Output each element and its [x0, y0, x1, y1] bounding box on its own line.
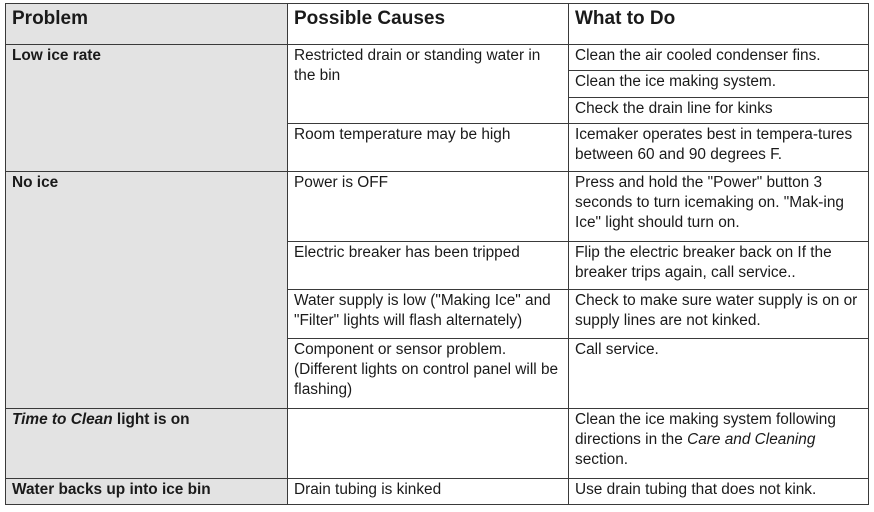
header-problem: Problem [6, 4, 288, 45]
action-clean-following-directions [569, 408, 869, 478]
cause-water-supply-low: Water supply is low ("Making Ice" and "Filter" lights will flash alternately) [288, 290, 569, 338]
time-to-clean-emphasis: Time to Clean [12, 410, 113, 428]
time-to-clean-rest: light is on [112, 410, 190, 428]
action-clean-condenser-fins: Clean the air cooled condenser fins. [569, 45, 869, 71]
table-row [6, 45, 869, 71]
cause-empty [288, 408, 569, 478]
problem-low-ice-rate: Low ice rate [6, 45, 288, 172]
cause-room-temperature: Room temperature may be high [288, 123, 569, 171]
action-check-drain-line: Check the drain line for kinks [569, 97, 869, 123]
cause-restricted-drain: Restricted drain or standing water in the bin [288, 45, 569, 124]
problem-no-ice: No ice [6, 172, 288, 409]
clean-directions-suffix: section. [575, 450, 629, 468]
action-call-service: Call service. [569, 338, 869, 408]
action-check-water-supply: Check to make sure water supply is on or supply lines are not kinked. [569, 290, 869, 338]
header-possible-causes: Possible Causes [288, 4, 569, 45]
action-flip-breaker: Flip the electric breaker back on If the breaker trips again, call service.. [569, 242, 869, 290]
problem-time-to-clean [6, 408, 288, 478]
care-and-cleaning-reference: Care and Cleaning [687, 430, 816, 448]
table-row [6, 408, 869, 478]
cause-breaker-tripped: Electric breaker has been tripped [288, 242, 569, 290]
header-row [6, 4, 869, 45]
cause-component-sensor-problem: Component or sensor problem. (Different lights on control panel will be flashing) [288, 338, 569, 408]
problem-water-backs-up: Water backs up into ice bin [6, 478, 288, 504]
troubleshooting-table [5, 3, 869, 505]
cause-drain-tubing-kinked: Drain tubing is kinked [288, 478, 569, 504]
cause-power-off: Power is OFF [288, 172, 569, 242]
action-operating-temperatures: Icemaker operates best in tempera-tures between 60 and 90 degrees F. [569, 123, 869, 171]
table-row [6, 172, 869, 242]
action-press-power-button: Press and hold the "Power" button 3 seconds to turn icemaking on. "Mak-ing Ice" light should turn on. [569, 172, 869, 242]
table-row [6, 478, 869, 504]
header-what-to-do: What to Do [569, 4, 869, 45]
action-clean-ice-making-system: Clean the ice making system. [569, 71, 869, 97]
action-use-drain-tubing: Use drain tubing that does not kink. [569, 478, 869, 504]
clean-directions-text: Clean the ice making system following directions in the [575, 410, 836, 448]
